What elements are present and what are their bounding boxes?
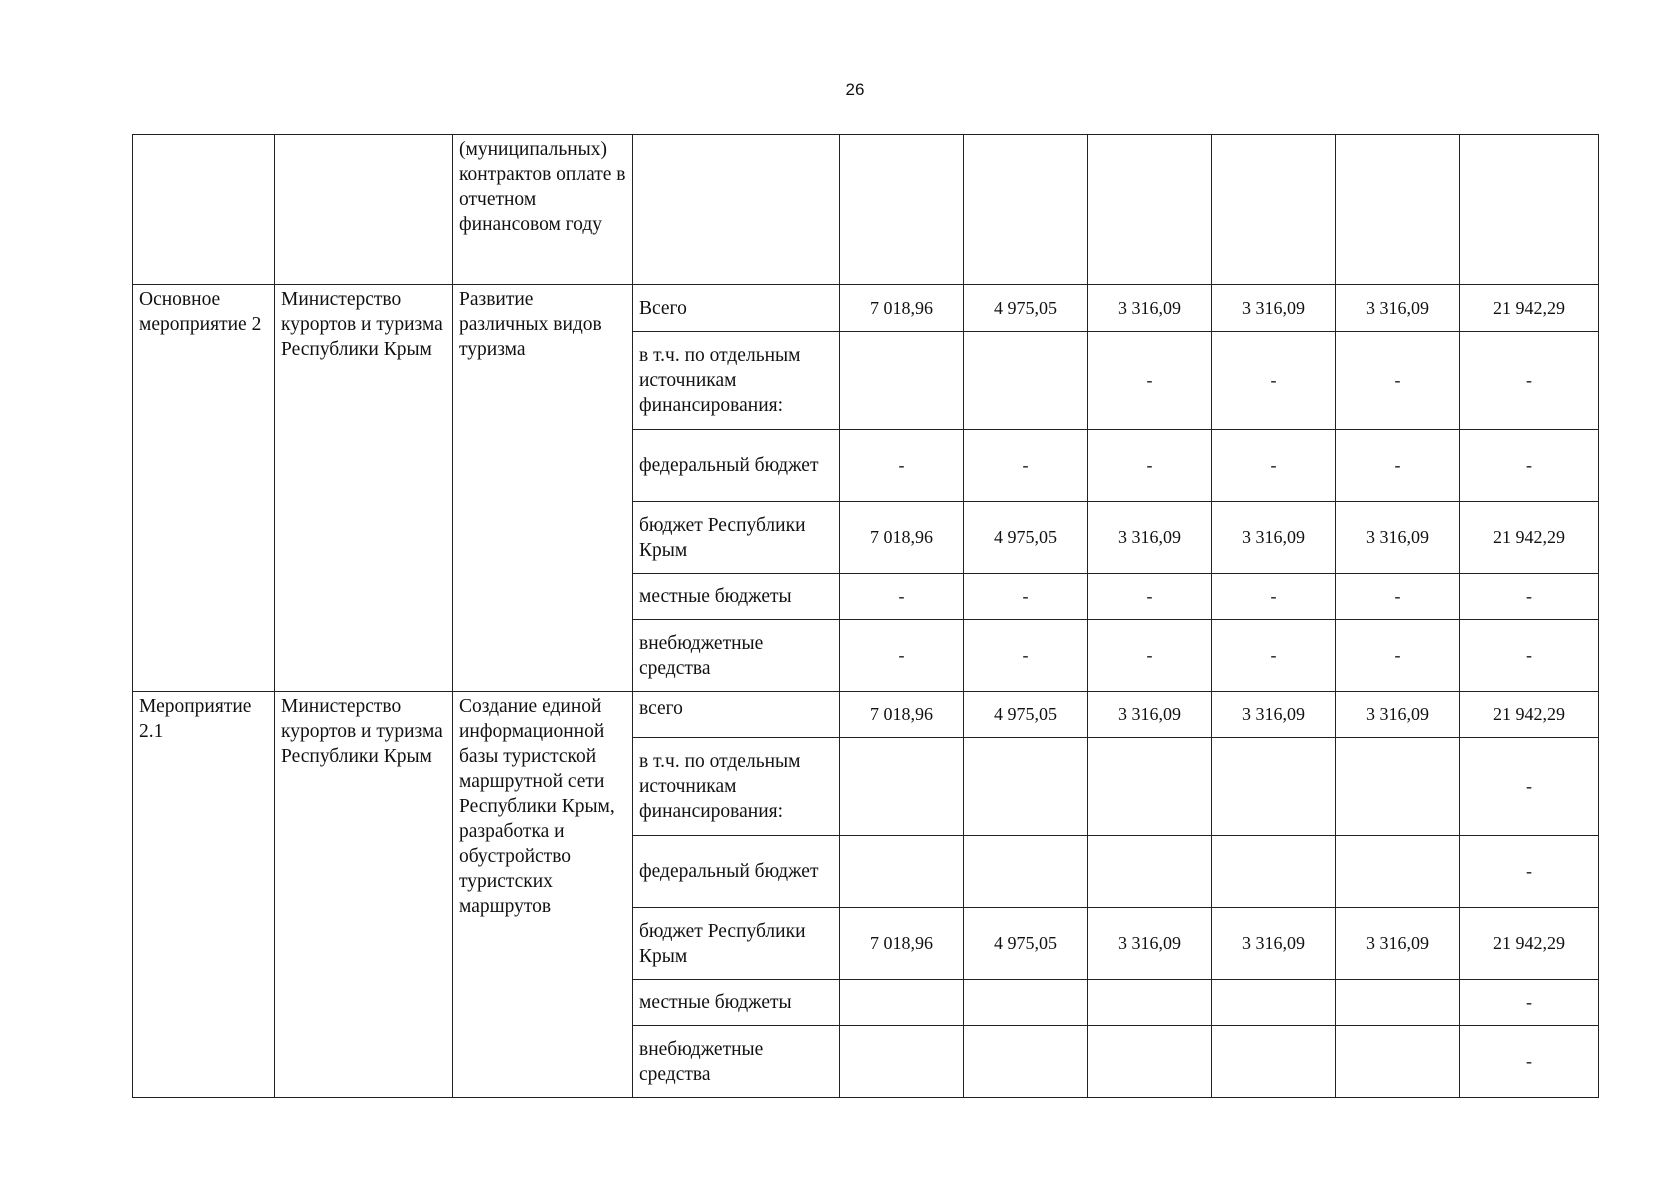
table-cell bbox=[133, 135, 275, 285]
value-cell: - bbox=[1088, 620, 1212, 692]
table-cell bbox=[964, 135, 1088, 285]
value-cell: 4 975,05 bbox=[964, 502, 1088, 574]
table-cell bbox=[1088, 135, 1212, 285]
value-cell: 3 316,09 bbox=[1212, 285, 1336, 332]
activity-name-cell: Основное мероприятие 2 bbox=[133, 285, 275, 692]
executor-cell: Министерство курортов и туризма Республики Крым bbox=[275, 285, 453, 692]
value-cell: 3 316,09 bbox=[1212, 502, 1336, 574]
funding-source-cell: всего bbox=[633, 692, 840, 738]
value-cell bbox=[964, 738, 1088, 836]
value-cell: - bbox=[1088, 332, 1212, 430]
value-cell: - bbox=[1088, 574, 1212, 620]
value-cell: - bbox=[1336, 430, 1460, 502]
table-cell bbox=[275, 135, 453, 285]
table-row bbox=[133, 135, 1599, 285]
value-cell: - bbox=[1460, 738, 1599, 836]
value-cell: - bbox=[964, 430, 1088, 502]
value-cell: 3 316,09 bbox=[1336, 285, 1460, 332]
value-cell: - bbox=[1336, 620, 1460, 692]
value-cell: - bbox=[840, 620, 964, 692]
funding-source-cell: местные бюджеты bbox=[633, 574, 840, 620]
funding-source-cell: в т.ч. по отдельным источникам финансирования: bbox=[633, 332, 840, 430]
value-cell: 3 316,09 bbox=[1088, 908, 1212, 980]
description-cell: Развитие различных видов туризма bbox=[453, 285, 633, 692]
table-cell bbox=[1212, 135, 1336, 285]
funding-source-cell: Всего bbox=[633, 285, 840, 332]
value-cell bbox=[840, 332, 964, 430]
value-cell: - bbox=[1336, 332, 1460, 430]
value-cell: 4 975,05 bbox=[964, 285, 1088, 332]
description-cell: Создание единой информационной базы туристской маршрутной сети Республики Крым, разработка и обустройство туристских маршрутов bbox=[453, 692, 633, 1098]
value-cell: - bbox=[1460, 430, 1599, 502]
value-cell bbox=[1336, 980, 1460, 1026]
value-cell: 21 942,29 bbox=[1460, 692, 1599, 738]
value-cell bbox=[1336, 738, 1460, 836]
value-cell: - bbox=[1212, 332, 1336, 430]
value-cell: 3 316,09 bbox=[1336, 692, 1460, 738]
value-cell: 3 316,09 bbox=[1336, 908, 1460, 980]
value-cell: - bbox=[1212, 574, 1336, 620]
value-cell: - bbox=[1460, 1026, 1599, 1098]
description-cell: (муниципальных) контрактов оплате в отчетном финансовом году bbox=[453, 135, 633, 285]
table-row bbox=[133, 692, 1599, 738]
value-cell bbox=[964, 1026, 1088, 1098]
value-cell: - bbox=[1212, 430, 1336, 502]
value-cell bbox=[964, 980, 1088, 1026]
value-cell: - bbox=[840, 430, 964, 502]
value-cell bbox=[1088, 1026, 1212, 1098]
value-cell bbox=[1088, 738, 1212, 836]
value-cell bbox=[1088, 980, 1212, 1026]
value-cell: 7 018,96 bbox=[840, 502, 964, 574]
table-cell bbox=[1336, 135, 1460, 285]
value-cell bbox=[840, 1026, 964, 1098]
value-cell bbox=[840, 738, 964, 836]
value-cell: - bbox=[964, 620, 1088, 692]
funding-source-cell: в т.ч. по отдельным источникам финансирования: bbox=[633, 738, 840, 836]
value-cell bbox=[840, 980, 964, 1026]
value-cell: - bbox=[1460, 980, 1599, 1026]
value-cell bbox=[1336, 836, 1460, 908]
page-number: 26 bbox=[845, 80, 865, 99]
value-cell: 3 316,09 bbox=[1212, 908, 1336, 980]
funding-source-cell: местные бюджеты bbox=[633, 980, 840, 1026]
value-cell bbox=[1088, 836, 1212, 908]
value-cell: - bbox=[1460, 574, 1599, 620]
value-cell: - bbox=[1460, 620, 1599, 692]
value-cell bbox=[1212, 738, 1336, 836]
value-cell: - bbox=[1460, 332, 1599, 430]
value-cell: 3 316,09 bbox=[1088, 502, 1212, 574]
funding-source-cell: федеральный бюджет bbox=[633, 836, 840, 908]
value-cell: 3 316,09 bbox=[1336, 502, 1460, 574]
value-cell: 21 942,29 bbox=[1460, 908, 1599, 980]
value-cell: 7 018,96 bbox=[840, 692, 964, 738]
value-cell bbox=[964, 332, 1088, 430]
value-cell: - bbox=[840, 574, 964, 620]
value-cell bbox=[1212, 1026, 1336, 1098]
table-cell bbox=[1460, 135, 1599, 285]
funding-source-cell: бюджет Республики Крым bbox=[633, 908, 840, 980]
funding-source-cell: внебюджетные средства bbox=[633, 620, 840, 692]
funding-source-cell: внебюджетные средства bbox=[633, 1026, 840, 1098]
value-cell: 3 316,09 bbox=[1088, 692, 1212, 738]
table-row bbox=[133, 285, 1599, 332]
executor-cell: Министерство курортов и туризма Республики Крым bbox=[275, 692, 453, 1098]
value-cell bbox=[1336, 1026, 1460, 1098]
funding-source-cell: бюджет Республики Крым bbox=[633, 502, 840, 574]
value-cell: - bbox=[1460, 836, 1599, 908]
table-cell bbox=[840, 135, 964, 285]
value-cell: - bbox=[1088, 430, 1212, 502]
value-cell: - bbox=[964, 574, 1088, 620]
value-cell: 21 942,29 bbox=[1460, 285, 1599, 332]
value-cell: 4 975,05 bbox=[964, 692, 1088, 738]
budget-table bbox=[132, 134, 1599, 1098]
value-cell: - bbox=[1336, 574, 1460, 620]
value-cell bbox=[840, 836, 964, 908]
activity-name-cell: Мероприятие 2.1 bbox=[133, 692, 275, 1098]
value-cell: - bbox=[1212, 620, 1336, 692]
value-cell bbox=[964, 836, 1088, 908]
value-cell: 7 018,96 bbox=[840, 285, 964, 332]
value-cell bbox=[1212, 980, 1336, 1026]
funding-source-cell: федеральный бюджет bbox=[633, 430, 840, 502]
value-cell: 21 942,29 bbox=[1460, 502, 1599, 574]
value-cell bbox=[1212, 836, 1336, 908]
value-cell: 7 018,96 bbox=[840, 908, 964, 980]
value-cell: 4 975,05 bbox=[964, 908, 1088, 980]
value-cell: 3 316,09 bbox=[1212, 692, 1336, 738]
value-cell: 3 316,09 bbox=[1088, 285, 1212, 332]
table-cell bbox=[633, 135, 840, 285]
